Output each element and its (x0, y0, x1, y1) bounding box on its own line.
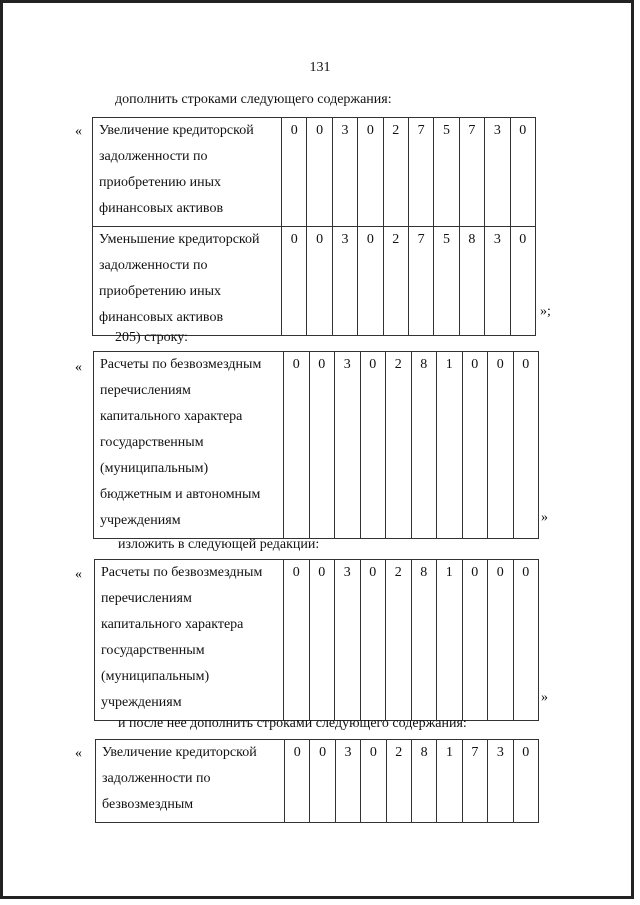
description-line: перечислениям (101, 591, 192, 606)
intro-text-4: и после нее дополнить строками следующего содержания: (118, 716, 467, 731)
description-line: капитального характера (101, 617, 244, 632)
description-line: (муниципальным) (101, 669, 210, 684)
description-line: капитального характера (100, 409, 243, 424)
code-digit-cell: 3 (488, 740, 513, 823)
code-digit-cell: 0 (307, 227, 332, 336)
code-digit-cell: 0 (361, 740, 386, 823)
code-digit-cell: 3 (332, 227, 357, 336)
code-digit-cell: 3 (335, 352, 361, 539)
code-digit-cell: 0 (510, 118, 535, 227)
code-digit-cell: 2 (386, 560, 412, 721)
code-digit-cell: 0 (513, 560, 539, 721)
quote-close-2: » (541, 510, 548, 525)
quote-close-1: »; (540, 304, 551, 319)
code-digit-cell: 0 (309, 352, 335, 539)
description-line: государственным (101, 643, 205, 658)
code-table (93, 351, 539, 539)
code-digit-cell: 3 (335, 560, 361, 721)
code-digit-cell: 0 (282, 118, 307, 227)
code-digit-cell: 3 (485, 227, 510, 336)
code-digit-cell: 3 (335, 740, 360, 823)
description-line: перечислениям (100, 383, 191, 398)
description-line: Расчеты по безвозмездным (101, 565, 263, 580)
quote-close-3: » (541, 690, 548, 705)
code-digit-cell: 2 (386, 352, 412, 539)
quote-open-1: « (75, 124, 82, 139)
code-digit-cell: 5 (434, 227, 459, 336)
code-digit-cell: 5 (434, 118, 459, 227)
code-table (92, 117, 536, 336)
quote-open-2: « (75, 360, 82, 375)
code-digit-cell: 1 (437, 352, 463, 539)
row-description (94, 352, 284, 539)
description-line: безвозмездным (102, 797, 194, 812)
code-digit-cell: 0 (284, 560, 310, 721)
table-row (94, 352, 539, 539)
row-description (96, 740, 285, 823)
code-digit-cell: 1 (437, 560, 463, 721)
code-digit-cell: 0 (307, 118, 332, 227)
code-digit-cell: 0 (358, 118, 383, 227)
description-line: Увеличение кредиторской (99, 123, 254, 138)
description-line: задолженности по (99, 258, 208, 273)
table-row (96, 740, 539, 823)
description-line: учреждениям (101, 695, 182, 710)
code-digit-cell: 0 (360, 560, 386, 721)
code-digit-cell: 7 (408, 118, 433, 227)
table-row (95, 560, 539, 721)
description-line: финансовых активов (99, 201, 224, 216)
description-line: государственным (100, 435, 204, 450)
quote-open-3: « (75, 567, 82, 582)
code-digit-cell: 7 (462, 740, 487, 823)
description-line: бюджетным и автономным (100, 487, 261, 502)
quote-open-4: « (75, 746, 82, 761)
code-digit-cell: 8 (411, 352, 437, 539)
code-digit-cell: 0 (284, 352, 310, 539)
code-table (94, 559, 539, 721)
code-digit-cell: 0 (462, 352, 488, 539)
table-row (93, 227, 536, 336)
code-digit-cell: 0 (285, 740, 310, 823)
code-digit-cell: 1 (437, 740, 462, 823)
code-digit-cell: 0 (282, 227, 307, 336)
table-row (93, 118, 536, 227)
description-line: задолженности по (99, 149, 208, 164)
code-digit-cell: 8 (459, 227, 484, 336)
code-digit-cell: 8 (411, 560, 437, 721)
code-digit-cell: 0 (358, 227, 383, 336)
code-digit-cell: 2 (383, 118, 408, 227)
code-digit-cell: 7 (408, 227, 433, 336)
code-digit-cell: 0 (309, 560, 335, 721)
page-number: 131 (309, 60, 331, 75)
description-line: задолженности по (102, 771, 211, 786)
code-digit-cell: 3 (332, 118, 357, 227)
code-digit-cell: 0 (310, 740, 335, 823)
intro-text-3: изложить в следующей редакции: (118, 537, 320, 552)
code-digit-cell: 0 (488, 560, 514, 721)
code-table (95, 739, 539, 823)
intro-text-2: 205) строку: (115, 330, 188, 345)
description-line: Уменьшение кредиторской (99, 232, 260, 247)
row-description (93, 118, 282, 227)
code-digit-cell: 7 (459, 118, 484, 227)
code-digit-cell: 0 (360, 352, 386, 539)
code-digit-cell: 0 (462, 560, 488, 721)
code-digit-cell: 0 (513, 352, 539, 539)
code-digit-cell: 2 (386, 740, 411, 823)
description-line: приобретению иных (99, 175, 221, 190)
row-description (95, 560, 284, 721)
description-line: приобретению иных (99, 284, 221, 299)
code-digit-cell: 2 (383, 227, 408, 336)
description-line: учреждениям (100, 513, 181, 528)
description-line: Увеличение кредиторской (102, 745, 257, 760)
description-line: Расчеты по безвозмездным (100, 357, 262, 372)
intro-text-1: дополнить строками следующего содержания: (115, 92, 392, 107)
code-digit-cell: 3 (485, 118, 510, 227)
description-line: финансовых активов (99, 310, 224, 325)
description-line: (муниципальным) (100, 461, 209, 476)
code-digit-cell: 0 (510, 227, 535, 336)
code-digit-cell: 0 (513, 740, 538, 823)
code-digit-cell: 0 (488, 352, 514, 539)
row-description (93, 227, 282, 336)
code-digit-cell: 8 (411, 740, 436, 823)
